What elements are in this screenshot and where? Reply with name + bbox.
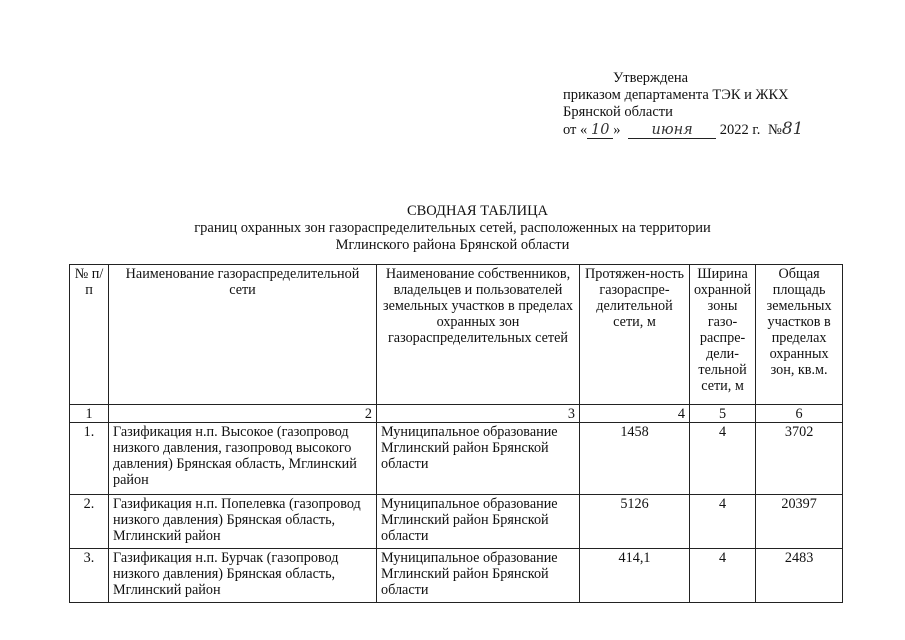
row-owner: Муниципальное образование Мглинский район Брянской области bbox=[377, 423, 580, 495]
document-title-block bbox=[0, 203, 905, 254]
row-owner: Муниципальное образование Мглинский район Брянской области bbox=[377, 549, 580, 603]
column-number: 2 bbox=[109, 405, 377, 423]
date-month-handwritten: июня bbox=[651, 122, 693, 138]
row-area: 20397 bbox=[756, 495, 843, 549]
column-number: 6 bbox=[756, 405, 843, 423]
row-width: 4 bbox=[690, 549, 756, 603]
table-row bbox=[70, 423, 843, 495]
row-width: 4 bbox=[690, 495, 756, 549]
approval-date-line bbox=[563, 121, 803, 139]
approval-title: Утверждена bbox=[613, 70, 689, 86]
date-month-field bbox=[628, 123, 716, 139]
date-day-handwritten: 10 bbox=[591, 122, 610, 138]
date-year: 2022 г. bbox=[719, 122, 761, 138]
table-row bbox=[70, 549, 843, 603]
table-row bbox=[70, 495, 843, 549]
column-number-row bbox=[70, 405, 843, 423]
table-header-row bbox=[70, 265, 843, 405]
date-mid: » bbox=[613, 122, 621, 138]
header-area: Общая площадь земельных участков в пределах охранных зон, кв.м. bbox=[756, 265, 843, 405]
approval-order: приказом департамента ТЭК и ЖКХ bbox=[563, 87, 789, 103]
row-index: 3. bbox=[70, 549, 109, 603]
header-index: № п/п bbox=[70, 265, 109, 405]
row-index: 1. bbox=[70, 423, 109, 495]
approval-block bbox=[563, 70, 803, 139]
row-owner: Муниципальное образование Мглинский район Брянской области bbox=[377, 495, 580, 549]
document-title: СВОДНАЯ ТАБЛИЦА bbox=[406, 203, 549, 219]
header-length: Протяжен-ность газораспре-делительной сети, м bbox=[580, 265, 690, 405]
column-number: 5 bbox=[690, 405, 756, 423]
row-length: 5126 bbox=[580, 495, 690, 549]
header-network: Наименование газораспределительной сети bbox=[109, 265, 377, 405]
column-number: 1 bbox=[70, 405, 109, 423]
row-area: 3702 bbox=[756, 423, 843, 495]
row-network: Газификация н.п. Высокое (газопровод низкого давления, газопровод высокого давления) Брянская область, Мглинский район bbox=[109, 423, 377, 495]
row-area: 2483 bbox=[756, 549, 843, 603]
row-width: 4 bbox=[690, 423, 756, 495]
approval-region: Брянской области bbox=[563, 104, 673, 120]
summary-table bbox=[69, 264, 843, 603]
row-network: Газификация н.п. Попелевка (газопровод низкого давления) Брянская область, Мглинский район bbox=[109, 495, 377, 549]
row-index: 2. bbox=[70, 495, 109, 549]
header-owners: Наименование собственников, владельцев и пользователей земельных участков в пределах охранных зон газораспределительных сетей bbox=[377, 265, 580, 405]
order-number-label: № bbox=[767, 122, 782, 138]
column-number: 4 bbox=[580, 405, 690, 423]
row-network: Газификация н.п. Бурчак (газопровод низкого давления) Брянская область, Мглинский район bbox=[109, 549, 377, 603]
header-width: Ширина охранной зоны газо-распре-дели-тельной сети, м bbox=[690, 265, 756, 405]
document-subtitle-1: границ охранных зон газораспределительных сетей, расположенных на территории bbox=[194, 220, 711, 236]
document-subtitle-2: Мглинского района Брянской области bbox=[335, 237, 570, 253]
row-length: 1458 bbox=[580, 423, 690, 495]
column-number: 3 bbox=[377, 405, 580, 423]
date-prefix: от « bbox=[563, 122, 588, 138]
order-number-handwritten: 81 bbox=[781, 119, 804, 139]
date-day-field bbox=[587, 123, 613, 139]
row-length: 414,1 bbox=[580, 549, 690, 603]
